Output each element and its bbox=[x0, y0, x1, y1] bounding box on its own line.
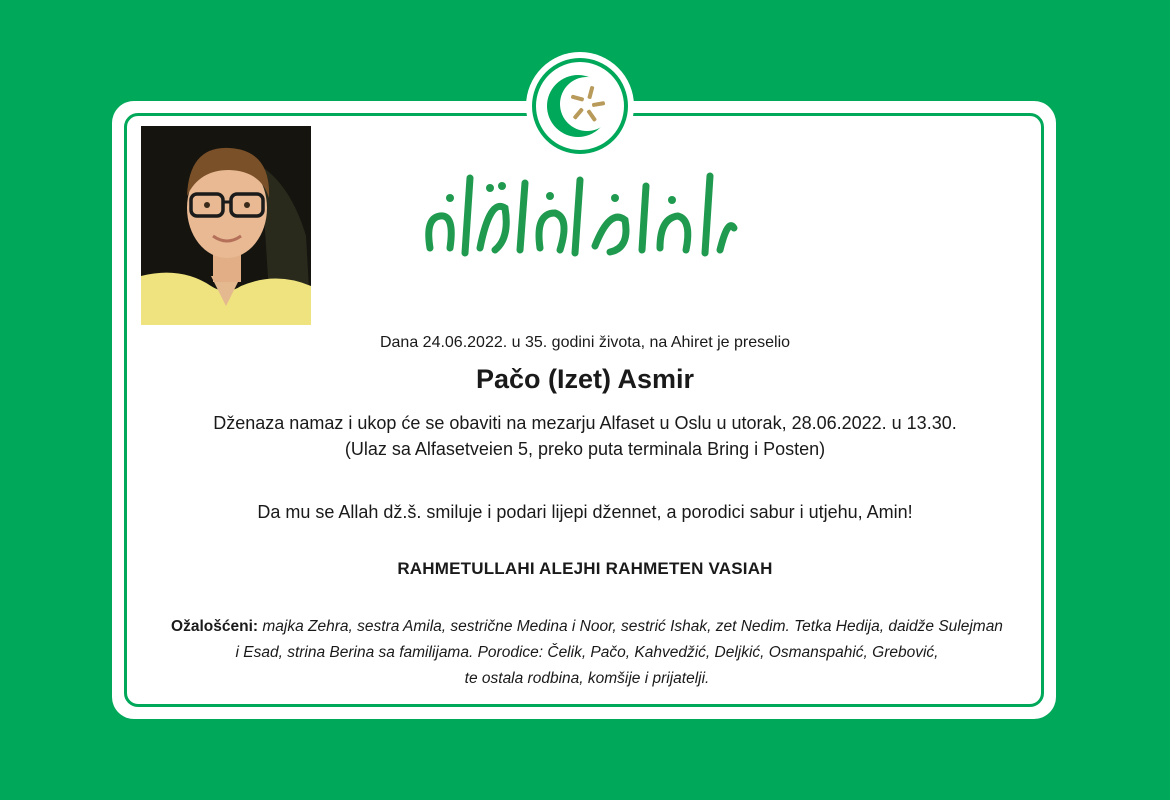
funeral-details-line-2: (Ulaz sa Alfasetveien 5, preko puta terminala Bring i Posten) bbox=[344, 439, 826, 459]
funeral-details bbox=[124, 410, 1046, 462]
mourners-list bbox=[134, 614, 1040, 692]
funeral-details-line-1: Dženaza namaz i ukop će se obaviti na mezarju Alfaset u Oslu u utorak, 28.06.2022. u 13.30. bbox=[213, 413, 957, 433]
rahmet-heading: RAHMETULLAHI ALEJHI RAHMETEN VASIAH bbox=[397, 559, 773, 578]
arabic-calligraphy bbox=[410, 158, 740, 268]
prayer-text: Da mu se Allah dž.š. smiluje i podari lijepi džennet, a porodici sabur i utjehu, Amin! bbox=[257, 502, 913, 522]
death-announcement: Dana 24.06.2022. u 35. godini života, na Ahiret je preselio bbox=[379, 334, 791, 351]
mourners-line-3: te ostala rodbina, komšije i prijatelji. bbox=[464, 670, 710, 687]
mourners-text-1: majka Zehra, sestra Amila, sestrične Medina i Noor, sestrić Ishak, zet Nedim. Tetka Hedija, daidže Sulejman bbox=[258, 618, 1003, 635]
deceased-name: Pačo (Izet) Asmir bbox=[475, 364, 695, 394]
crescent-star-icon bbox=[532, 58, 628, 154]
mourners-line-2: i Esad, strina Berina sa familijama. Porodice: Čelik, Pačo, Kahvedžić, Deljkić, Osmanspahić, Grebović, bbox=[235, 644, 939, 661]
mourners-label: Ožalošćeni: bbox=[171, 618, 259, 635]
mourners-line-1 bbox=[134, 614, 1040, 640]
portrait-photo bbox=[141, 126, 311, 325]
